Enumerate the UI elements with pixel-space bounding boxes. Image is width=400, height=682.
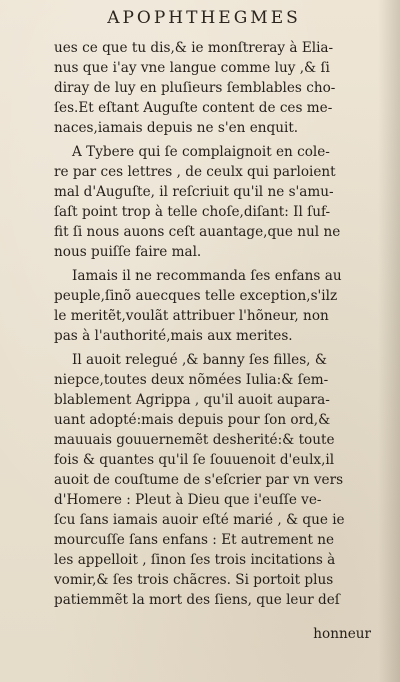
text-line: A Tybere qui ſe complaignoit en cole- bbox=[72, 144, 330, 160]
text-line: diray de luy en pluſieurs ſemblables cho- bbox=[54, 80, 336, 96]
text-line: peuple,ſinõ auecques telle exception,s'ilz bbox=[54, 288, 338, 304]
body-text bbox=[54, 38, 374, 614]
text-line: nous puiſſe faire mal. bbox=[54, 244, 202, 260]
paragraph-2 bbox=[54, 142, 374, 262]
text-line: uant adopté:mais depuis pour ſon ord,& bbox=[54, 412, 331, 428]
text-line: fois & quantes qu'il ſe ſouuenoit d'eulx,il bbox=[54, 452, 335, 468]
text-line: ſes.Et eſtant Auguſte content de ces me- bbox=[54, 100, 333, 116]
text-line: niepce,toutes deux nõmées Iulia:& ſem- bbox=[54, 372, 329, 388]
text-line: patiemmẽt la mort des ſiens, que leur deſ bbox=[54, 592, 340, 608]
running-header: APOPHTHEGMES bbox=[107, 8, 301, 28]
catchword: honneur bbox=[313, 626, 371, 642]
text-line: mourcuſſe ſans enfans : Et autrement ne bbox=[54, 532, 335, 548]
text-line: vomir,& ſes trois chãcres. Si portoit plus bbox=[54, 572, 334, 588]
text-line: pas à l'authorité,mais aux merites. bbox=[54, 328, 293, 344]
text-line: le meritẽt,voulãt attribuer l'hõneur, non bbox=[54, 308, 329, 324]
text-line: blablement Agrippa , qu'il auoit aupara- bbox=[54, 392, 330, 408]
page-edge-shadow bbox=[378, 0, 400, 682]
paragraph-1 bbox=[54, 38, 374, 138]
text-line: Iamais il ne recommanda ſes enfans au bbox=[72, 268, 342, 284]
text-line: ſcu ſans iamais auoir eſté marié , & que ie bbox=[54, 512, 345, 528]
text-line: nus que i'ay vne langue comme luy ,& ſi bbox=[54, 60, 330, 76]
text-line: naces,iamais depuis ne s'en enquit. bbox=[54, 120, 299, 136]
text-line: ues ce que tu dis,& ie monſtreray à Elia- bbox=[54, 40, 334, 56]
text-line: les appelloit , ſinon ſes trois incitations à bbox=[54, 552, 336, 568]
text-line: mal d'Auguſte, il reſcriuit qu'il ne s'amu- bbox=[54, 184, 334, 200]
text-line: re par ces lettres , de ceulx qui parloient bbox=[54, 164, 336, 180]
text-line: fit ſi nous auons ceſt auantage,que nul ne bbox=[54, 224, 341, 240]
text-line: mauuais gouuernemẽt desherité:& toute bbox=[54, 432, 335, 448]
paragraph-4 bbox=[54, 350, 374, 610]
text-line: d'Homere : Pleut à Dieu que i'euſſe ve- bbox=[54, 492, 322, 508]
text-line: Il auoit relegué ,& banny ſes filles, & bbox=[72, 352, 327, 368]
text-line: ſaſt point trop à telle choſe,diſant: Il ſuf- bbox=[54, 204, 331, 220]
paragraph-3 bbox=[54, 266, 374, 346]
text-line: auoit de couſtume de s'eſcrier par vn vers bbox=[54, 472, 344, 488]
